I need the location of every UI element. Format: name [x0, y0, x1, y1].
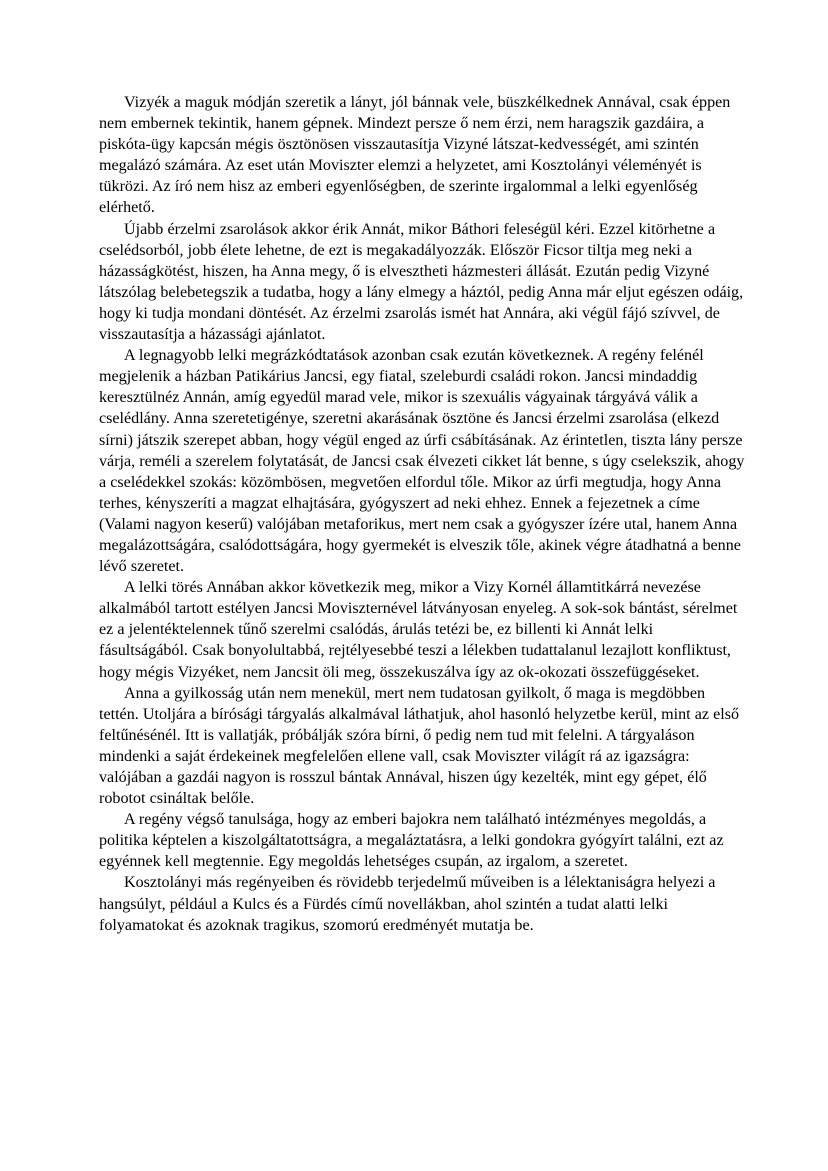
paragraph: A legnagyobb lelki megrázkódtatások azonban csak ezután következnek. A regény felénél megjelenik a házban Patikárius Jancsi, egy fiatal, szeleburdi családi rokon. Jancsi mindaddig keresztülnéz Annán, amíg egyedül marad vele, mikor is szexuális vágyainak tárgyává válik a cselédlány. Anna szeretetigénye, szeretni akarásának ösztöne és Jancsi érzelmi zsarolása (elkezd sírni) játszik szerepet abban, hogy végül enged az úrfi csábításának. Az érintetlen, tiszta lány persze várja, reméli a szerelem folytatását, de Jancsi csak élvezeti cikket lát benne, s úgy cselekszik, ahogy a cselédekkel szokás: közömbösen, megvetően elfordul tőle. Mikor az úrfi megtudja, hogy Anna terhes, kényszeríti a magzat elhajtására, gyógyszert ad neki ehhez. Ennek a fejezetnek a címe (Valami nagyon keserű) valójában metaforikus, mert nem csak a gyógyszer ízére utal, hanem Anna megalázottságára, csalódottságára, hogy gyermekét is elveszik tőle, akinek végre átadhatná a benne lévő szeretet. [99, 347, 745, 576]
paragraph: Újabb érzelmi zsarolások akkor érik Annát, mikor Báthori feleségül kéri. Ezzel kitörhetne a cselédsorból, jobb élete lehetne, de ezt is megakadályozzák. Először Ficsor tiltja meg neki a házasságkötést, hiszen, ha Anna megy, ő is elvesztheti házmesteri állását. Ezután pedig Vizyné látszólag belebetegszik a tudatba, hogy a lány elmegy a háztól, pedig Anna már eljut egészen odáig, hogy ki tudja mondani döntését. Az érzelmi zsarolás ismét hat Annára, aki végül fájó szívvel, de visszautasítja a házassági ajánlatot. [99, 220, 744, 344]
document-body-text [99, 92, 745, 936]
paragraph: A regény végső tanulsága, hogy az emberi bajokra nem található intézményes megoldás, a politika képtelen a kiszolgáltatottságra, a megaláztatásra, a lelki gondokra gyógyírt találni, ezt az egyénnek kell megtennie. Egy megoldás lehetséges csupán, az irgalom, a szeretet. [99, 811, 724, 871]
paragraph: Kosztolányi más regényeiben és rövidebb terjedelmű műveiben is a lélektaniságra helyezi a hangsúlyt, például a Kulcs és a Fürdés című novellákban, ahol szintén a tudat alatti lelki folyamatokat és azoknak tragikus, szomorú eredményét mutatja be. [99, 874, 716, 934]
paragraph: A lelki törés Annában akkor következik meg, mikor a Vizy Kornél államtitkárrá nevezése alkalmából tartott estélyen Jancsi Moviszternével látványosan enyeleg. A sok-sok bántást, sérelmet ez a jelentéktelennek tűnő szerelmi csalódás, árulás tetézi be, ez billenti ki Annát lelki fásultságából. Csak bonyolultabbá, rejtélyesebbé teszi a lélekben tudattalanul lezajlott konfliktust, hogy mégis Vizyéket, nem Jancsit öli meg, összekuszálva így az ok-okozati összefüggéseket. [99, 579, 738, 681]
paragraph: Anna a gyilkosság után nem menekül, mert nem tudatosan gyilkolt, ő maga is megdöbben tettén. Utoljára a bírósági tárgyalás alkalmával láthatjuk, ahol hasonló helyzetbe kerül, mint az első feltűnésénél. Itt is vallatják, próbálják szóra bírni, ő pedig nem tud mit felelni. A tárgyaláson mindenki a saját érdekeinek megfelelően ellene vall, csak Moviszter világít rá az igazságra: valójában a gazdái nagyon is rosszul bántak Annával, hiszen úgy kezelték, mint egy gépet, élő robotot csináltak belőle. [99, 684, 740, 808]
paragraph: Vizyék a maguk módján szeretik a lányt, jól bánnak vele, büszkélkednek Annával, csak éppen nem embernek tekintik, hanem gépnek. Mindezt persze ő nem érzi, nem haragszik gazdáira, a piskóta-ügy kapcsán mégis ösztönösen visszautasítja Vizyné látszat-kedvességét, ami szintén megalázó számára. Az eset után Moviszter elemzi a helyzetet, ami Kosztolányi véleményét is tükrözi. Az író nem hisz az emberi egyenlőségben, de szerinte irgalommal a lelki egyenlőség elérhető. [99, 94, 731, 217]
